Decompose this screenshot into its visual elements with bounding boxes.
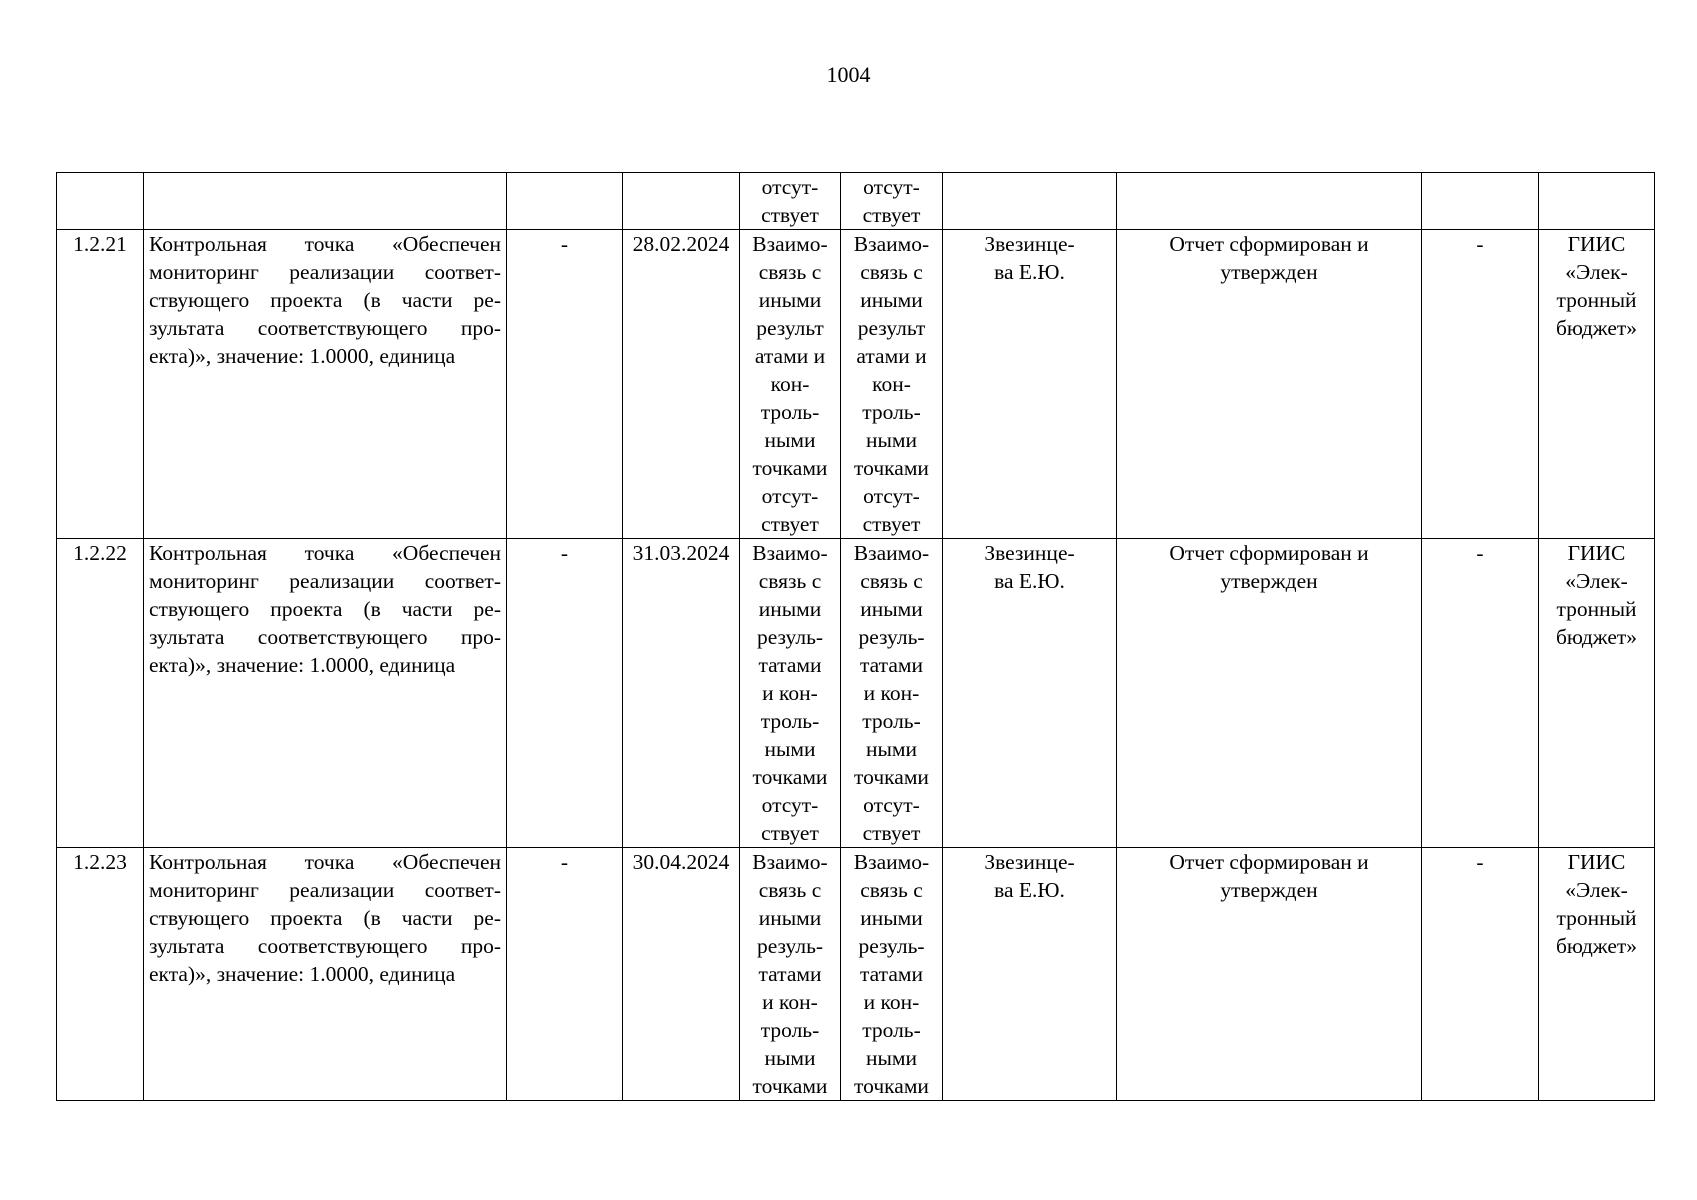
relation-a-line: троль- — [760, 1018, 820, 1042]
relation-b-line: точками — [854, 765, 929, 789]
cell-level — [1422, 848, 1539, 1101]
relation-a-line: отсут- — [761, 793, 819, 817]
cell-predecessor — [507, 173, 623, 230]
relation-a-line: Взаимо- — [752, 232, 828, 256]
responsible-line: Звезинце- — [984, 850, 1075, 874]
relation-a-line: ными — [764, 1046, 816, 1070]
name-line: екта)», значение: 1.0000, единица — [149, 344, 456, 368]
cell-document — [1117, 539, 1422, 848]
cell-level — [1422, 230, 1539, 539]
relation-a-line: и кон- — [762, 990, 818, 1014]
control-points-table — [56, 172, 1655, 1101]
cell-relation-b — [841, 173, 943, 230]
relation-a-line: и кон- — [762, 681, 818, 705]
name-line: зультата соответствующего про- — [149, 625, 501, 649]
predecessor-text: - — [560, 541, 569, 565]
cell-date — [623, 539, 740, 848]
relation-b-line: Взаимо- — [853, 541, 930, 565]
relation-b-line: иными — [860, 288, 923, 312]
relation-b-line: связь с — [860, 878, 923, 902]
cell-system — [1539, 230, 1655, 539]
table-row — [57, 230, 1655, 539]
page-number: 1004 — [826, 62, 871, 87]
cell-system — [1539, 539, 1655, 848]
relation-a-line: результ — [756, 316, 824, 340]
cell-relation-a — [740, 848, 841, 1101]
relation-b-line: отсут- — [863, 793, 920, 817]
relation-b-line: троль- — [862, 400, 921, 424]
responsible-line: ва Е.Ю. — [994, 878, 1065, 902]
level-text: - — [1476, 850, 1484, 874]
cell-predecessor — [507, 848, 623, 1101]
name-line: Контрольная точка «Обеспечен — [149, 232, 501, 256]
predecessor-text: - — [560, 232, 569, 256]
cell-num — [57, 848, 144, 1101]
system-line: ГИИС — [1567, 850, 1626, 874]
cell-level — [1422, 173, 1539, 230]
relation-b-line: результ — [857, 316, 926, 340]
relation-a-line: ствует — [761, 512, 819, 536]
cell-predecessor — [507, 539, 623, 848]
name-line: екта)», значение: 1.0000, единица — [149, 653, 456, 677]
cell-level — [1422, 539, 1539, 848]
relation-b-line: отсут- — [863, 484, 920, 508]
cell-num — [57, 230, 144, 539]
responsible-line: Звезинце- — [984, 541, 1075, 565]
num-text: 1.2.23 — [73, 850, 127, 874]
cell-relation-b — [841, 848, 943, 1101]
num-text: 1.2.21 — [73, 232, 127, 256]
name-line: мониторинг реализации соответ- — [149, 569, 501, 593]
cell-relation-b — [841, 539, 943, 848]
level-text: - — [1476, 541, 1484, 565]
name-line: Контрольная точка «Обеспечен — [149, 541, 501, 565]
relation-b-line: связь с — [860, 260, 923, 284]
date-text: 30.04.2024 — [632, 850, 730, 874]
cell-name — [144, 539, 507, 848]
document-line: Отчет сформирован и — [1169, 232, 1369, 256]
name-line: ствующего проекта (в части ре- — [149, 906, 501, 930]
relation-b-line: кон- — [872, 372, 911, 396]
relation-b-line: Взаимо- — [853, 850, 930, 874]
relation-b-line: ствует — [862, 512, 921, 536]
cell-document — [1117, 230, 1422, 539]
relation-b-line: резуль- — [858, 625, 925, 649]
level-text: - — [1476, 232, 1484, 256]
table-row — [57, 539, 1655, 848]
relation-a-line: резуль- — [756, 934, 824, 958]
predecessor-text: - — [560, 850, 569, 874]
relation-a-line: атами и — [754, 344, 826, 368]
system-line: «Элек- — [1565, 878, 1628, 902]
document-line: Отчет сформирован и — [1169, 850, 1369, 874]
relation-a-line: точками — [752, 1074, 828, 1098]
cell-date — [623, 848, 740, 1101]
relation-a-line: резуль- — [756, 625, 824, 649]
cell-date — [623, 230, 740, 539]
relation-b-line: ными — [865, 1046, 918, 1070]
cell-num — [57, 539, 144, 848]
cell-name — [144, 848, 507, 1101]
responsible-line: ва Е.Ю. — [994, 569, 1065, 593]
relation-b-line: ствует — [862, 821, 921, 845]
relation-b-line: точками — [854, 456, 929, 480]
name-line: зультата соответствующего про- — [149, 934, 501, 958]
cell-responsible — [943, 848, 1117, 1101]
cell-responsible — [943, 539, 1117, 848]
relation-b-line: троль- — [862, 1018, 921, 1042]
cell-responsible — [943, 173, 1117, 230]
relation-line: ствует — [761, 203, 819, 227]
relation-line: отсут- — [761, 175, 819, 199]
relation-line: ствует — [862, 203, 921, 227]
relation-b-line: татами — [860, 962, 923, 986]
cell-document — [1117, 848, 1422, 1101]
relation-a-line: точками — [752, 456, 828, 480]
relation-b-line: связь с — [860, 569, 923, 593]
cell-relation-b — [841, 230, 943, 539]
relation-a-line: отсут- — [761, 484, 819, 508]
relation-a-line: иными — [758, 597, 822, 621]
cell-document — [1117, 173, 1422, 230]
relation-a-line: татами — [758, 962, 822, 986]
relation-a-line: троль- — [760, 400, 820, 424]
cell-relation-a — [740, 230, 841, 539]
system-line: тронный — [1556, 288, 1637, 312]
relation-b-line: точками — [854, 1074, 929, 1098]
cell-num — [57, 173, 144, 230]
name-line: зультата соответствующего про- — [149, 316, 501, 340]
document-line: утвержден — [1220, 260, 1318, 284]
relation-b-line: и кон- — [863, 681, 920, 705]
relation-a-line: троль- — [760, 709, 820, 733]
system-line: бюджет» — [1555, 625, 1638, 649]
name-line: Контрольная точка «Обеспечен — [149, 850, 501, 874]
relation-a-line: точками — [752, 765, 828, 789]
cell-system — [1539, 173, 1655, 230]
relation-a-line: ными — [764, 428, 816, 452]
relation-b-line: татами — [860, 653, 923, 677]
system-line: тронный — [1556, 906, 1637, 930]
system-line: бюджет» — [1555, 934, 1638, 958]
relation-a-line: ствует — [761, 821, 819, 845]
relation-a-line: татами — [758, 653, 822, 677]
relation-a-line: связь с — [758, 260, 822, 284]
relation-b-line: резуль- — [858, 934, 925, 958]
cell-name — [144, 230, 507, 539]
relation-b-line: троль- — [862, 709, 921, 733]
cell-date — [623, 173, 740, 230]
system-line: «Элек- — [1565, 569, 1628, 593]
relation-a-line: ными — [764, 737, 816, 761]
continuation-row — [57, 173, 1655, 230]
relation-b-line: ными — [865, 428, 918, 452]
system-line: ГИИС — [1567, 232, 1626, 256]
document-line: утвержден — [1220, 878, 1318, 902]
name-line: ствующего проекта (в части ре- — [149, 288, 501, 312]
cell-name — [144, 173, 507, 230]
system-line: бюджет» — [1555, 316, 1638, 340]
relation-b-line: ными — [865, 737, 918, 761]
document-line: Отчет сформирован и — [1169, 541, 1369, 565]
cell-relation-a — [740, 539, 841, 848]
name-line: ствующего проекта (в части ре- — [149, 597, 501, 621]
relation-b-line: атами и — [856, 344, 927, 368]
cell-relation-a — [740, 173, 841, 230]
cell-predecessor — [507, 230, 623, 539]
relation-a-line: Взаимо- — [752, 541, 828, 565]
relation-line: отсут- — [863, 175, 920, 199]
cell-system — [1539, 848, 1655, 1101]
date-text: 31.03.2024 — [632, 541, 730, 565]
relation-a-line: иными — [758, 288, 822, 312]
system-line: ГИИС — [1567, 541, 1626, 565]
name-line: мониторинг реализации соответ- — [149, 260, 501, 284]
relation-b-line: иными — [860, 906, 923, 930]
responsible-line: Звезинце- — [984, 232, 1075, 256]
document-line: утвержден — [1220, 569, 1318, 593]
date-text: 28.02.2024 — [632, 232, 730, 256]
cell-responsible — [943, 230, 1117, 539]
relation-a-line: кон- — [770, 372, 810, 396]
relation-a-line: иными — [758, 906, 822, 930]
relation-a-line: Взаимо- — [752, 850, 828, 874]
num-text: 1.2.22 — [73, 541, 127, 565]
system-line: тронный — [1556, 597, 1637, 621]
responsible-line: ва Е.Ю. — [994, 260, 1065, 284]
relation-a-line: связь с — [758, 878, 822, 902]
relation-b-line: иными — [860, 597, 923, 621]
relation-a-line: связь с — [758, 569, 822, 593]
system-line: «Элек- — [1565, 260, 1628, 284]
name-line: екта)», значение: 1.0000, единица — [149, 962, 456, 986]
table-row — [57, 848, 1655, 1101]
relation-b-line: Взаимо- — [853, 232, 930, 256]
name-line: мониторинг реализации соответ- — [149, 878, 501, 902]
relation-b-line: и кон- — [863, 990, 920, 1014]
